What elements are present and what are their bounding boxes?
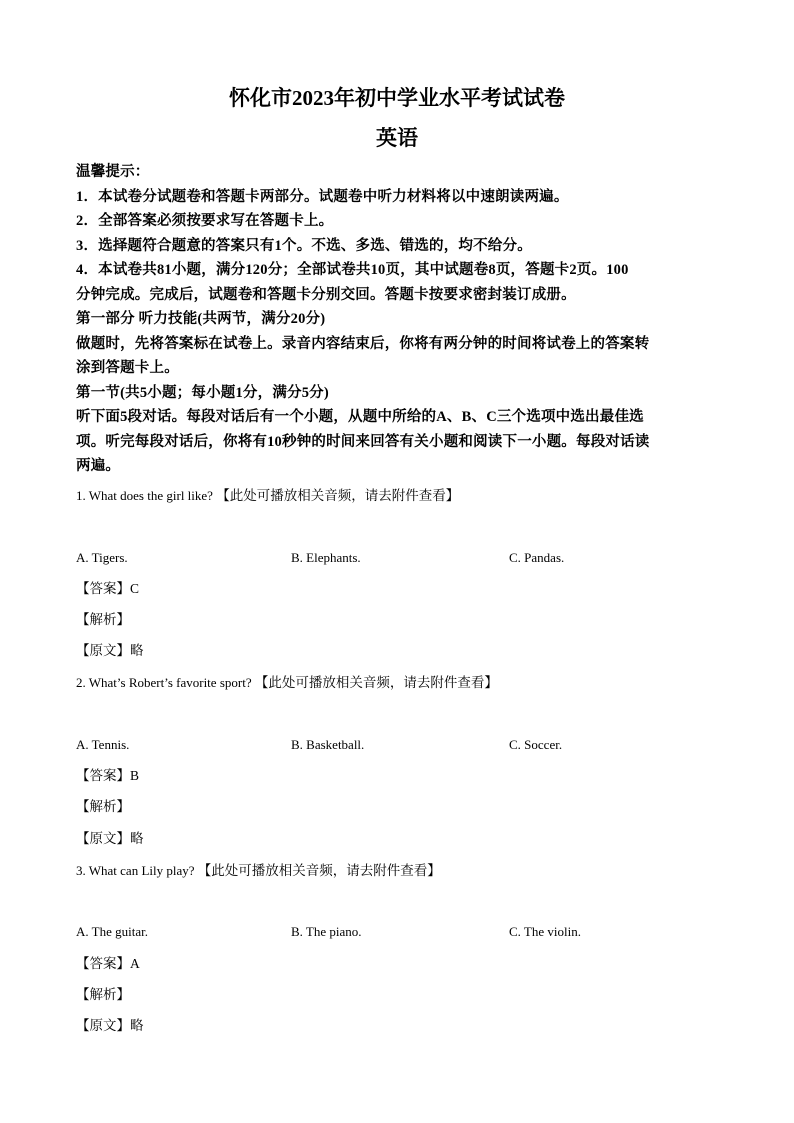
answer-label: 【答案】C (76, 581, 140, 596)
question-stem (76, 486, 726, 506)
exam-subject: 英语 (376, 126, 418, 150)
answer-label: 【答案】A (76, 956, 140, 971)
original-text-label: 【原文】略 (76, 643, 144, 658)
instruction-line: 听下面5段对话。每段对话后有一个小题，从题中所给的A、B、C三个选项中选出最佳选 (76, 409, 644, 425)
instruction-line: 涂到答题卡上。 (76, 360, 179, 376)
instruction-line: 4．本试卷共81小题，满分120分；全部试卷共10页，其中试题卷8页，答题卡2页。100 (76, 262, 629, 278)
instruction-line: 第一节(共5小题；每小题1分，满分5分) (76, 384, 329, 401)
option-a: A. Tennis. (76, 737, 130, 752)
option-a: A. The guitar. (76, 924, 148, 939)
question-text: 3. What can Lily play? (76, 863, 198, 878)
option-a: A. Tigers. (76, 550, 128, 565)
instruction-line: 3．选择题符合题意的答案只有1个。不选、多选、错选的，均不给分。 (76, 237, 532, 254)
analysis-label: 【解析】 (76, 799, 130, 814)
option-c: C. Pandas. (509, 550, 565, 565)
instruction-line: 1．本试卷分试题卷和答题卡两部分。试题卷中听力材料将以中速朗读两遍。 (76, 188, 569, 205)
question-stem (76, 673, 726, 693)
instruction-line: 分钟完成。完成后，试题卷和答题卡分别交回。答题卡按要求密封装订成册。 (76, 286, 576, 303)
question-text: 2. What’s Robert’s favorite sport? (76, 675, 255, 690)
instruction-line: 2．全部答案必须按要求写在答题卡上。 (76, 213, 334, 229)
answer-label: 【答案】B (76, 768, 140, 783)
option-b: B. Elephants. (291, 550, 361, 565)
audio-note-link[interactable]: 【此处可播放相关音频，请去附件查看】 (216, 488, 460, 503)
original-text-label: 【原文】略 (76, 1018, 144, 1033)
instructions-block (76, 160, 720, 479)
option-c: C. The violin. (509, 924, 581, 939)
analysis-label: 【解析】 (76, 612, 130, 627)
exam-title: 怀化市2023年初中学业水平考试试卷 (229, 86, 565, 110)
instruction-line: 两遍。 (76, 458, 121, 474)
audio-note-link[interactable]: 【此处可播放相关音频，请去附件查看】 (254, 675, 498, 690)
option-b: B. Basketball. (291, 737, 365, 752)
instruction-line: 第一部分 听力技能(共两节，满分20分) (76, 311, 326, 327)
option-c: C. Soccer. (509, 737, 563, 752)
instruction-line: 温馨提示： (76, 164, 150, 180)
question-text: 1. What does the girl like? (76, 488, 217, 503)
instruction-line: 项。听完每段对话后，你将有10秒钟的时间来回答有关小题和阅读下一小题。每段对话读 (76, 433, 650, 450)
option-b: B. The piano. (291, 924, 362, 939)
audio-note-link[interactable]: 【此处可播放相关音频，请去附件查看】 (197, 863, 441, 878)
original-text-label: 【原文】略 (76, 831, 144, 846)
question-stem (76, 861, 726, 881)
analysis-label: 【解析】 (76, 987, 130, 1002)
instruction-line: 做题时，先将答案标在试卷上。录音内容结束后，你将有两分钟的时间将试卷上的答案转 (76, 335, 650, 352)
